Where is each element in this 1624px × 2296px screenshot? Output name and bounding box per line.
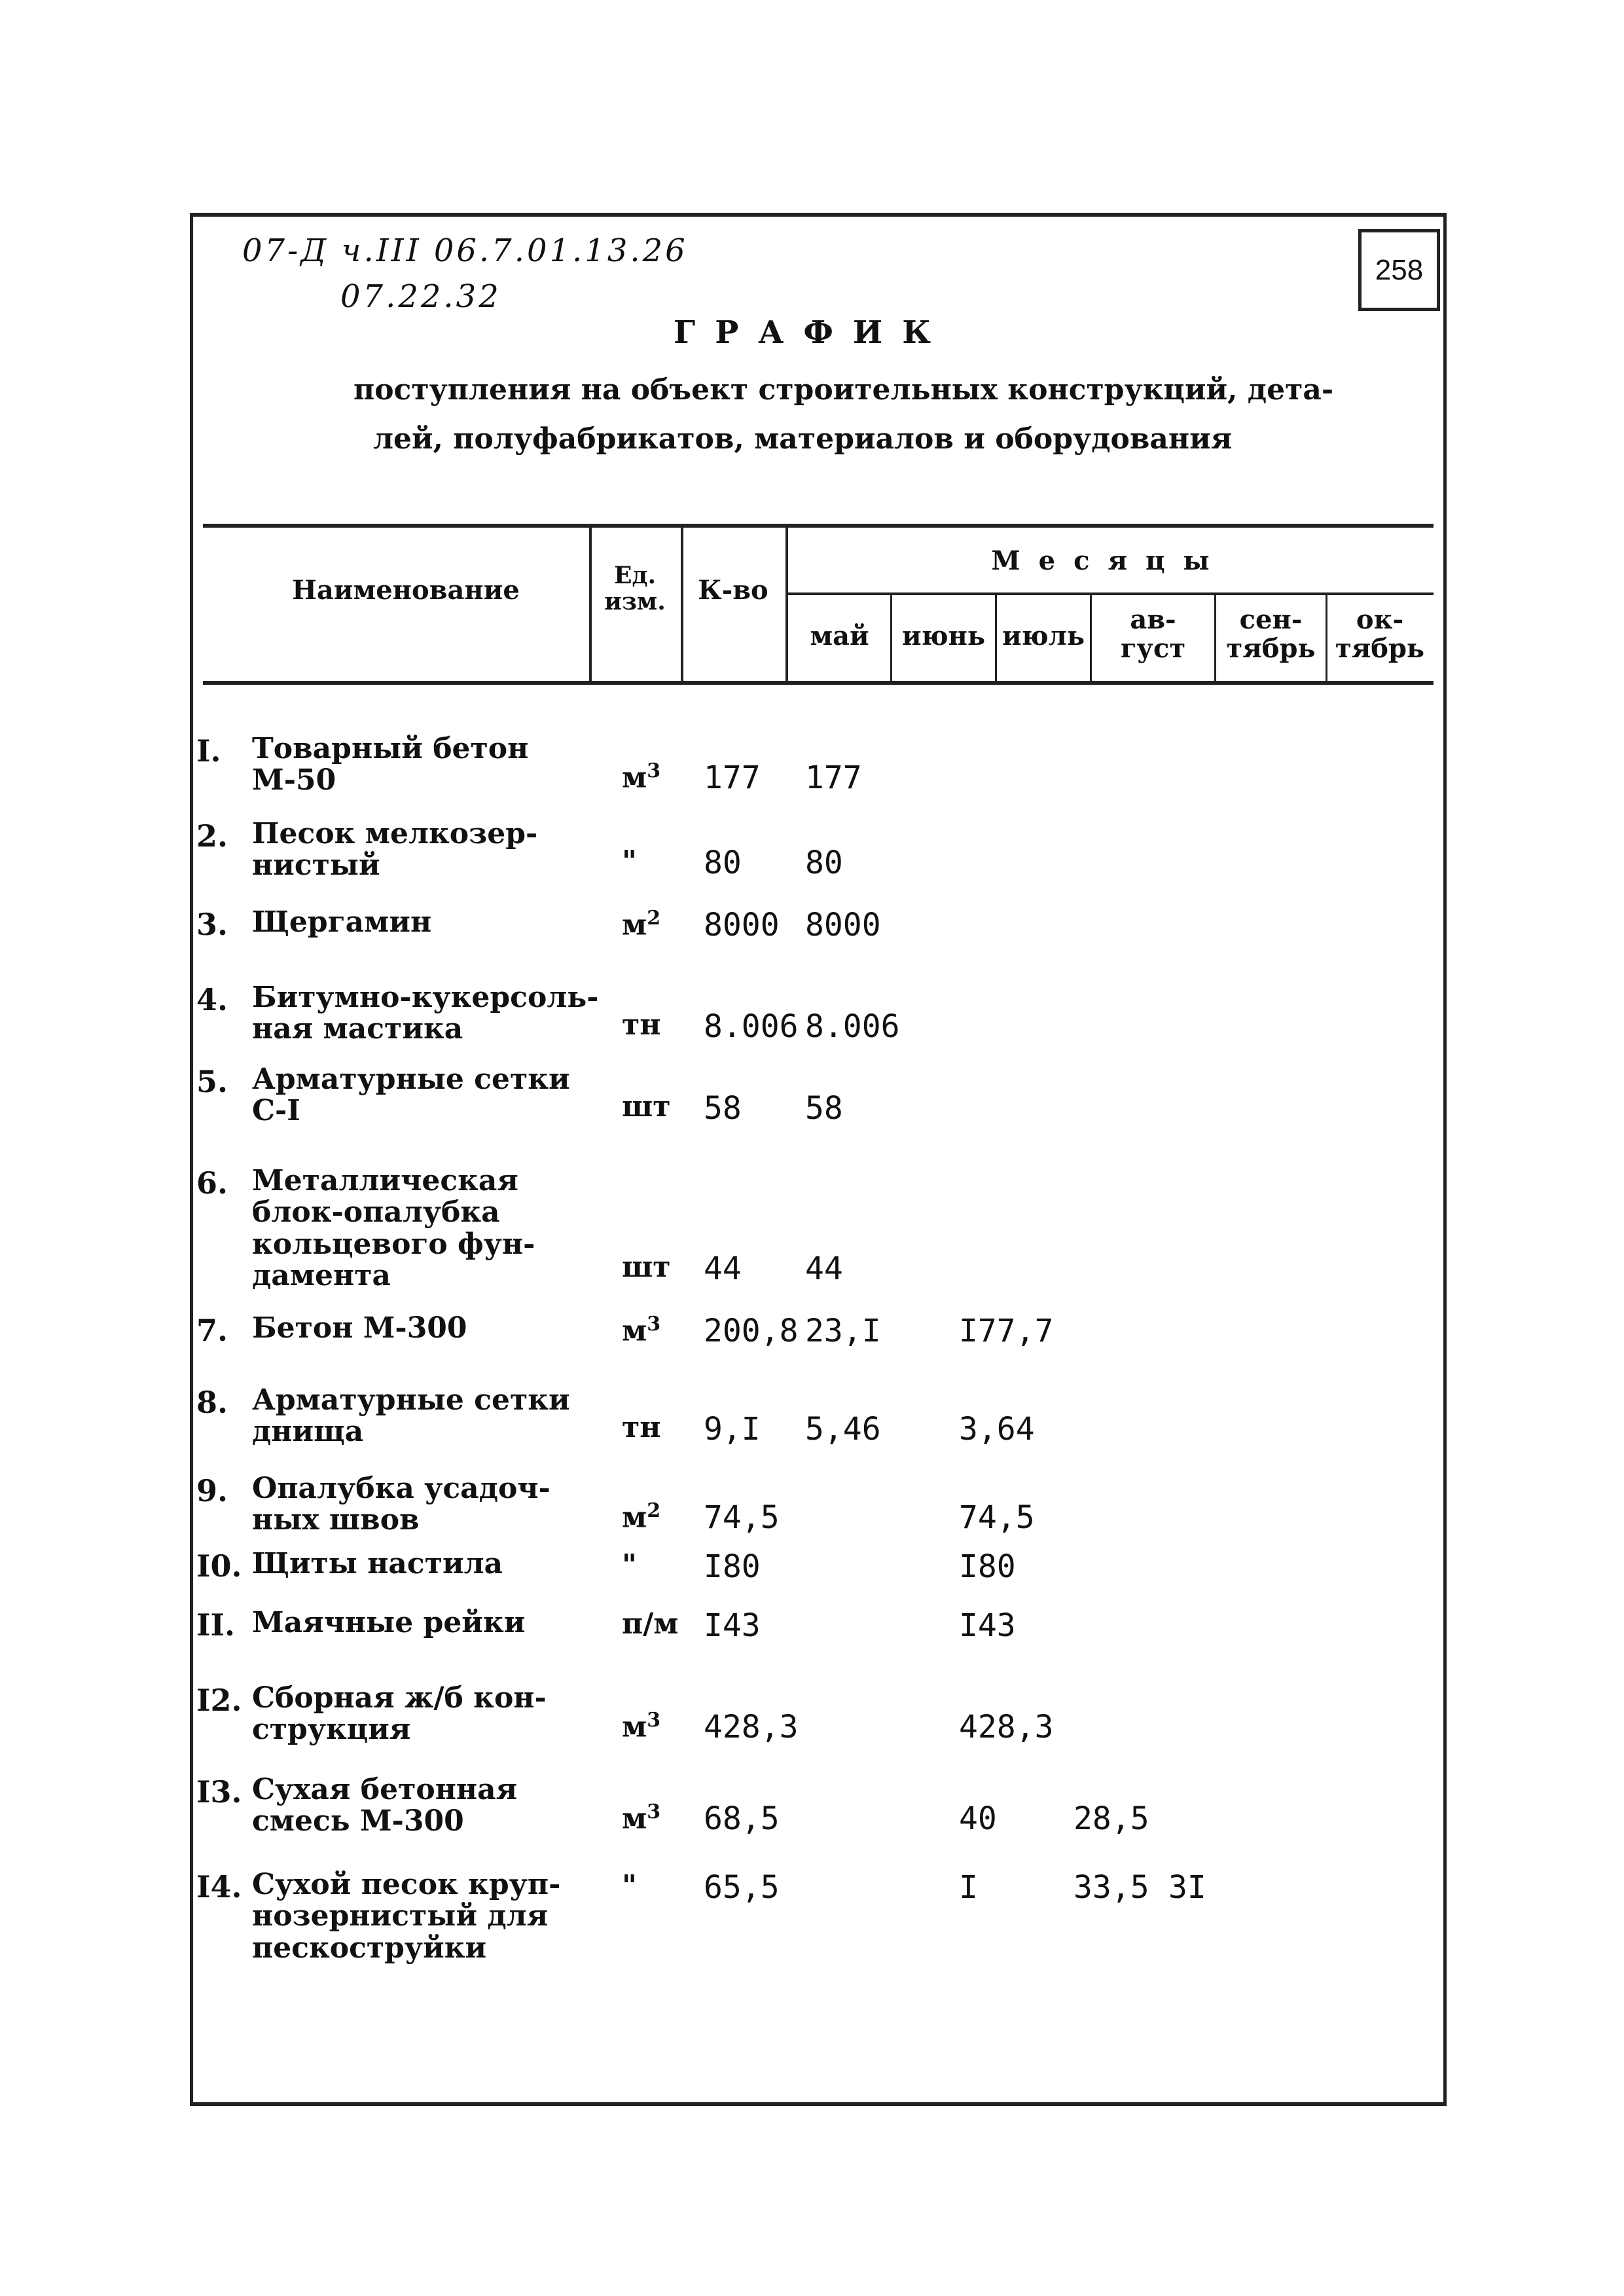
header-qty: К-во — [698, 575, 768, 606]
header-months: Месяцы — [991, 545, 1228, 576]
row-unit — [622, 1411, 660, 1444]
row-may-value: 177 — [805, 759, 862, 796]
row-unit-text: тн — [622, 1008, 661, 1042]
row-may-value: 23,I — [805, 1313, 881, 1349]
row-name: Арматурные сетки днища — [252, 1383, 570, 1449]
header-month-oct: ок- тябрь — [1335, 604, 1425, 664]
row-unit — [622, 1313, 660, 1348]
row-unit-text: " — [622, 1869, 637, 1903]
row-name: Песок мелкозер- нистый — [252, 817, 538, 883]
row-number: 8. — [196, 1385, 228, 1420]
row-qty-value: 80 — [704, 845, 742, 881]
row-jul-value: 33,5 — [1074, 1869, 1149, 1906]
row-unit-exponent: 3 — [647, 1313, 661, 1336]
row-jun-value: I77,7 — [959, 1313, 1054, 1349]
row-may-value: 44 — [805, 1250, 843, 1287]
header-month-jul: июль — [1001, 621, 1085, 651]
row-unit — [622, 1250, 671, 1284]
table-top-rule — [203, 524, 1434, 528]
row-name: Сухой песок круп- нозернистый для пескоструйки — [252, 1868, 561, 1965]
row-unit-exponent: 3 — [647, 759, 661, 782]
row-may-value: 5,46 — [805, 1411, 881, 1448]
header-month-may: май — [810, 621, 869, 651]
row-number: II. — [196, 1607, 236, 1643]
row-name: Товарный бетон М-50 — [252, 732, 529, 797]
row-unit — [622, 1869, 637, 1903]
row-qty-value: 68,5 — [704, 1800, 780, 1837]
row-unit — [622, 907, 660, 942]
row-unit-text: " — [622, 1548, 637, 1582]
months-divider-rule — [785, 592, 1434, 595]
row-unit — [622, 1607, 679, 1641]
row-qty-value: 200,8 — [704, 1313, 799, 1349]
row-may-value: 8.006 — [805, 1008, 900, 1045]
header-month-jun: июнь — [901, 621, 986, 651]
row-number: 7. — [196, 1313, 228, 1348]
row-unit — [622, 759, 660, 795]
row-number: 3. — [196, 907, 228, 942]
header-unit: Ед. изм. — [604, 562, 666, 615]
col-divider-qty — [681, 528, 683, 681]
row-name: Щиты настила — [252, 1547, 503, 1580]
row-unit — [622, 1800, 660, 1836]
row-name: Маячные рейки — [252, 1606, 526, 1639]
row-unit — [622, 1709, 660, 1744]
handwritten-code-line1: 07-Д ч.III 06.7.01.13.26 — [242, 232, 688, 269]
row-unit-exponent: 3 — [647, 1800, 661, 1823]
row-qty-value: 177 — [704, 759, 761, 796]
row-name: Металлическая блок-опалубка кольцевого фун- дамента — [252, 1164, 535, 1293]
row-qty-value: 58 — [704, 1090, 742, 1127]
header-name: Наименование — [292, 575, 520, 606]
row-unit-text: п/м — [622, 1607, 679, 1641]
header-month-sep: сен- тябрь — [1226, 604, 1316, 664]
row-name: Сухая бетонная смесь М-300 — [252, 1773, 518, 1838]
row-unit-text: м — [622, 1710, 647, 1744]
row-qty-value: 9,I — [704, 1411, 761, 1448]
row-jun-value: I80 — [959, 1548, 1016, 1585]
row-unit-text: шт — [622, 1090, 671, 1123]
row-qty-value: 65,5 — [704, 1869, 780, 1906]
row-qty-value: 8000 — [704, 907, 780, 943]
row-unit-text: тн — [622, 1411, 661, 1444]
row-unit — [622, 1499, 660, 1535]
row-unit — [622, 1008, 660, 1042]
col-divider-months — [785, 528, 788, 681]
row-number: 2. — [196, 818, 228, 854]
row-number: I4. — [196, 1869, 242, 1904]
row-number: I0. — [196, 1548, 242, 1584]
col-divider-unit — [589, 528, 592, 681]
row-jun-value: 428,3 — [959, 1709, 1054, 1745]
row-jun-value: 40 — [959, 1800, 997, 1837]
row-unit-text: м — [622, 1501, 647, 1535]
row-may-value: 8000 — [805, 907, 881, 943]
row-number: I2. — [196, 1683, 242, 1718]
row-unit — [622, 845, 637, 878]
row-unit-text: м — [622, 1802, 647, 1836]
row-number: I. — [196, 733, 221, 769]
row-name: Бетон М-300 — [252, 1311, 467, 1345]
row-number: 4. — [196, 982, 228, 1017]
row-unit-exponent: 2 — [647, 1499, 661, 1522]
subtitle-line2: лей, полуфабрикатов, материалов и оборудования — [373, 422, 1233, 456]
row-may-value: 80 — [805, 845, 843, 881]
page-number: 258 — [1358, 229, 1440, 311]
row-aug-value: 3I — [1168, 1869, 1206, 1906]
row-qty-value: 8.006 — [704, 1008, 799, 1045]
header-bottom-rule — [203, 681, 1434, 685]
row-name: Сборная ж/б кон- струкция — [252, 1681, 547, 1747]
row-name: Щергамин — [252, 905, 432, 939]
row-unit-exponent: 2 — [647, 907, 661, 930]
row-jun-value: I43 — [959, 1607, 1016, 1644]
row-qty-value: I80 — [704, 1548, 761, 1585]
document-title: ГРАФИК — [674, 314, 950, 351]
row-unit-text: м — [622, 908, 647, 942]
row-unit-text: шт — [622, 1250, 671, 1284]
handwritten-code-line2: 07.22.32 — [340, 278, 501, 315]
row-name: Битумно-кукерсоль- ная мастика — [252, 981, 599, 1046]
row-unit — [622, 1548, 637, 1582]
row-number: 9. — [196, 1473, 228, 1508]
row-qty-value: I43 — [704, 1607, 761, 1644]
row-name: Арматурные сетки С-I — [252, 1063, 570, 1128]
row-unit-text: " — [622, 845, 637, 878]
row-unit-text: м — [622, 761, 647, 795]
row-unit — [622, 1090, 671, 1123]
row-unit-exponent: 3 — [647, 1709, 661, 1732]
row-unit-text: м — [622, 1314, 647, 1348]
row-number: I3. — [196, 1774, 242, 1810]
row-qty-value: 428,3 — [704, 1709, 799, 1745]
row-qty-value: 44 — [704, 1250, 742, 1287]
row-number: 5. — [196, 1064, 228, 1099]
row-qty-value: 74,5 — [704, 1499, 780, 1536]
row-jul-value: 28,5 — [1074, 1800, 1149, 1837]
row-number: 6. — [196, 1165, 228, 1201]
header-month-aug: ав- густ — [1120, 604, 1186, 664]
row-name: Опалубка усадоч- ных швов — [252, 1472, 550, 1537]
row-may-value: 58 — [805, 1090, 843, 1127]
row-jun-value: 74,5 — [959, 1499, 1035, 1536]
subtitle-line1: поступления на объект строительных конструкций, дета- — [353, 373, 1334, 407]
row-jun-value: 3,64 — [959, 1411, 1035, 1448]
row-jun-value: I — [959, 1869, 978, 1906]
